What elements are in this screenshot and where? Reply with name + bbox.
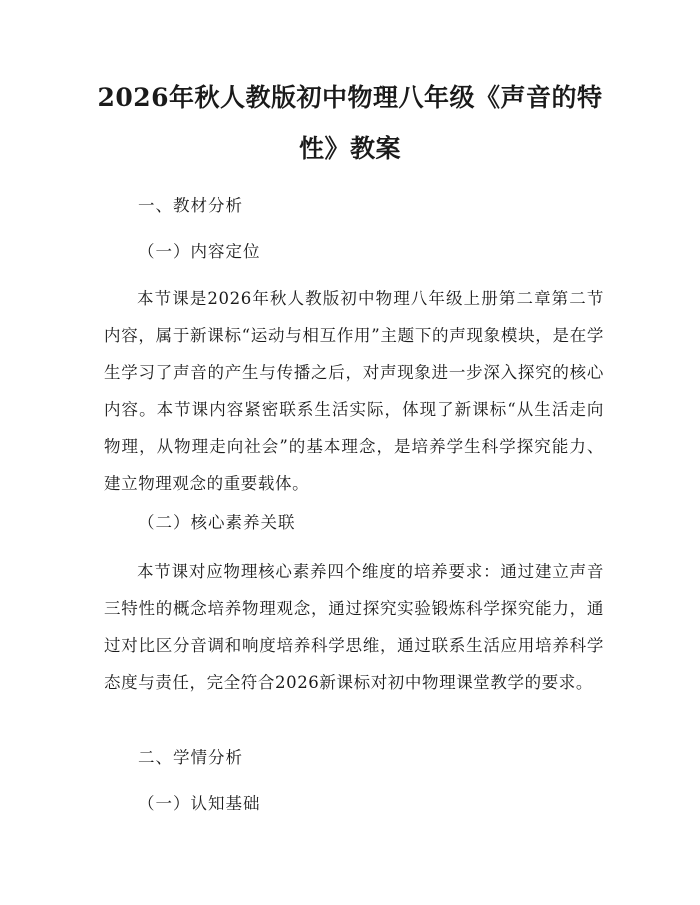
- section-heading-textbook-analysis: 一、教材分析: [138, 196, 243, 215]
- subsection-heading-cognitive-basis: （一）认知基础: [138, 794, 261, 813]
- subsection-heading-content-positioning: （一）内容定位: [138, 242, 261, 261]
- subsection-heading-core-literacy: （二）核心素养关联: [138, 513, 296, 532]
- paragraph-core-literacy: 本节课对应物理核心素养四个维度的培养要求：通过建立声音三特性的概念培养物理观念，通过探究实验锻炼科学探究能力，通过对比区分音调和响度培养科学思维，通过联系生活应用培养科学态度与责任，完全符合2026新课标对初中物理课堂教学的要求。: [104, 562, 604, 692]
- document-title: 2026年秋人教版初中物理八年级《声音的特性》教案: [97, 83, 603, 163]
- section-heading-learner-analysis: 二、学情分析: [138, 748, 243, 767]
- paragraph-content-positioning: 本节课是2026年秋人教版初中物理八年级上册第二章第二节内容，属于新课标“运动与相互作用”主题下的声现象模块，是在学生学习了声音的产生与传播之后，对声现象进一步深入探究的核心内容。本节课内容紧密联系生活实际，体现了新课标“从生活走向物理，从物理走向社会”的基本理念，是培养学生科学探究能力、建立物理观念的重要载体。: [104, 289, 604, 493]
